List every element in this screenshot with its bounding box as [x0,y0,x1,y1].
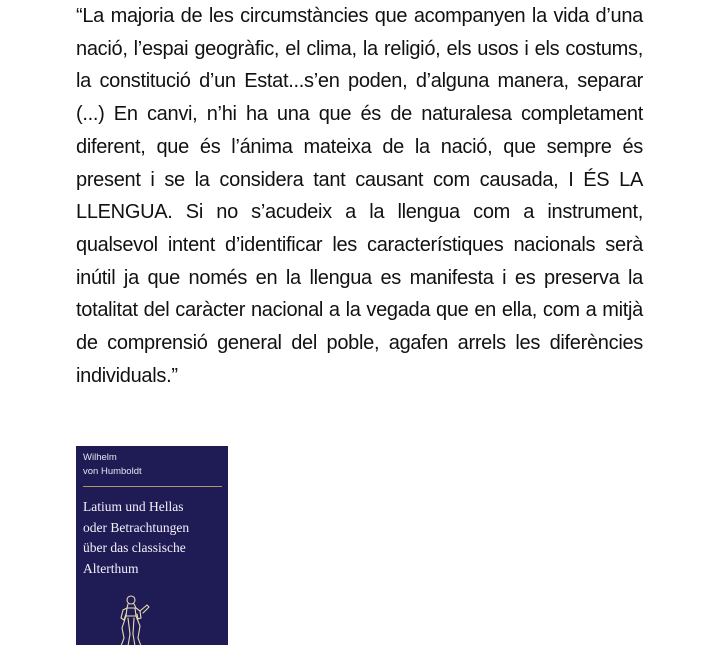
book-title: Latium und Hellas oder Betrachtungen über das classische Alterthum [83,499,190,576]
humboldt-quote: “La majoria de les circumstàncies que acompanyen la vida d’una nació, l’espai geogràfic, el clima, la religió, els usos i els costums, la constitució d’un Estat...s’en poden, d’alguna manera, separar (...) En canvi, n’hi ha una que és de naturalesa completament diferent, que és l’ánima mateixa de la nació, que sempre és present i se la considera tant causant com causada, I ÉS LA LLENGUA. Si no s’acudeix a la llengua com a instrument, qualsevol intent d’identificar les característiques nacionals serà inútil ja que només en la llengua es manifesta i es preserva la totalitat del caràcter nacional a la vegada que en ella, com a mitjà de comprensió general del poble, agafen arrels les diferències individuals.” [76,5,643,387]
book-author: Wilhelm von Humboldt [83,452,142,477]
cover-divider [83,486,222,487]
classical-figure-icon [114,594,154,645]
book-cover [76,446,228,645]
